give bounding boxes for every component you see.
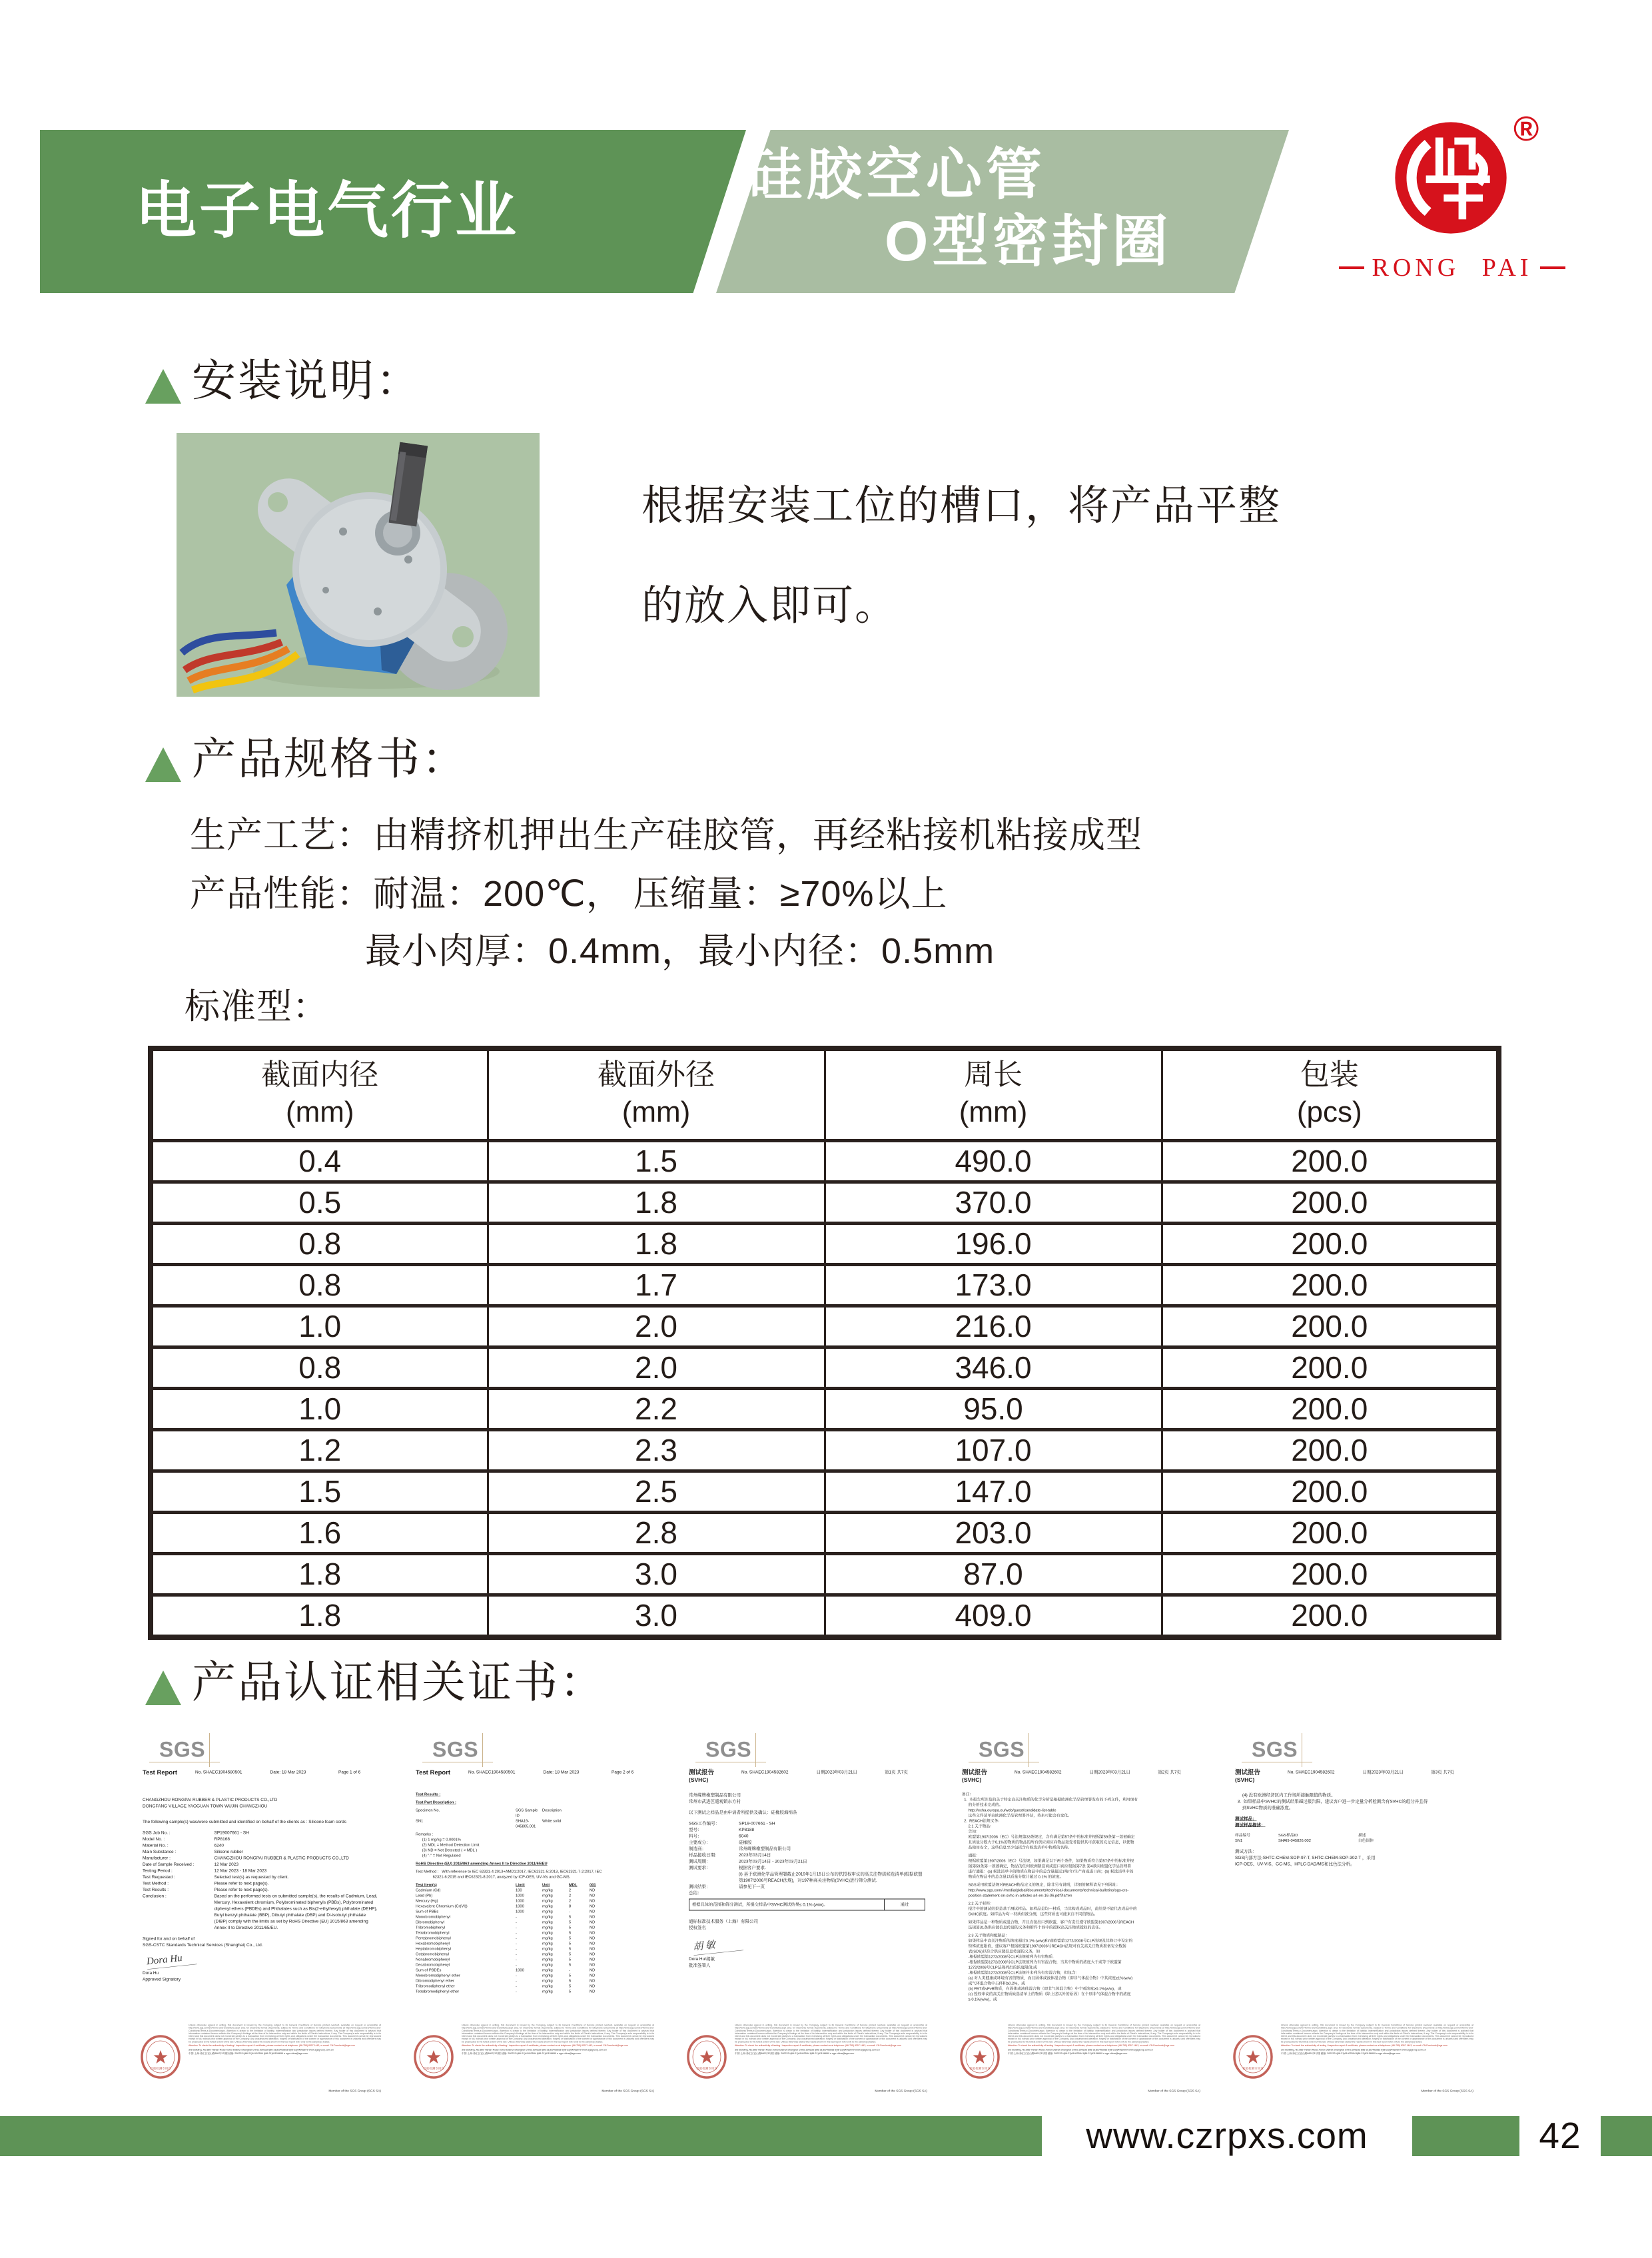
signature: 胡 敏 xyxy=(692,1934,743,1956)
report-page: Page 1 of 6 xyxy=(338,1769,361,1774)
rongpai-logo-icon xyxy=(1392,119,1510,237)
table-cell: 1.0 xyxy=(151,1389,488,1430)
table-cell: 196.0 xyxy=(825,1224,1162,1265)
product-photo xyxy=(177,433,540,697)
table-row xyxy=(151,1182,1499,1224)
report-body: (4) 没有欧洲经济区内工作场所接触限值的物质。 3. 如果样品中SVHC的测试结果超过报告限，建议客户进一步定量分析检测含有SVHC的组分并且得 到SVHC物质的准确浓度。 测试样品： 测试样品描述： 样品编号 SGS样品ID 描述 SN1 SHAI9-045826.002 白色固体 测试方法： SGS内部方法-SHTC-CHEM-SOP-97-T, SHTC-CHEM-SOP-302-T ，采用 ICP-OES、UV-VIS、GC-MS、HPLC-DAD/MS和比色法分析。 xyxy=(1235,1792,1428,1866)
sgs-member-line: Member of the SGS Group (SGS SA) xyxy=(1421,2089,1473,2093)
table-cell: 107.0 xyxy=(825,1430,1162,1471)
report-header xyxy=(416,1769,654,1776)
product-banner-line2: O型密封圈 xyxy=(885,210,1172,272)
table-cell: 370.0 xyxy=(825,1182,1162,1224)
table-cell: 0.5 xyxy=(151,1182,488,1224)
install-desc-line2: 的放入即可。 xyxy=(641,583,898,629)
table-cell: 1.8 xyxy=(488,1224,825,1265)
report-body: Test Results : Test Part Description : Specimen No. SGS Sample ID Description SN1 SHA19-045805.001 White solid Remarks : (1) 1 mg/kg = 0.0001% (2) MDL = Method Detection Limit (3) ND = Not Detected ( < MDL ) (4) "-" = Not Regulated RoHS Directive (EU) 2015/863 amending Annex II to Directive 2011/65/EU Test Method : With reference to IEC 62321-4:2013+AMD1:2017, IEC62321-5:2013, IEC62321-7-2:2017, IEC 62321-6:2015 and IEC62321-8:2017, analyzed by ICP-OES, UV-Vis and GC-MS. Test Item(s) Limit Unit MDL 001 Cadmium (Cd) 100 mg/kg 2 ND Lead (Pb) 1000 mg/kg 2 ND Mercury (Hg) 1000 mg/kg 2 ND Hexavalent Chromium (Cr(VI)) 1000 mg/kg 8 ND Sum of PBBs 1000 mg/kg - ND Monobromobiphenyl - mg/kg 5 ND Dibromobiphenyl - mg/kg 5 ND Tribromobiphenyl - mg/kg 5 ND Tetrabromobiphenyl - mg/kg 5 ND Pentabromobiphenyl - mg/kg 5 ND Hexabromobiphenyl - mg/kg 5 ND Heptabromobiphenyl - mg/kg 5 ND Octabromobiphenyl - mg/kg 5 ND Nonabromobiphenyl - mg/kg 5 ND Decabromobiphenyl - mg/kg 5 ND Sum of PBDEs 1000 mg/kg - ND Monobromodiphenyl ether - mg/kg 5 ND Dibromodiphenyl ether - mg/kg 5 ND Tribromodiphenyl ether - mg/kg 5 ND Tetrabromodiphenyl ether - mg/kg 5 ND xyxy=(416,1792,602,1994)
table-cell: 0.8 xyxy=(151,1265,488,1306)
certification-stamp-icon xyxy=(412,2034,455,2079)
table-cell: 200.0 xyxy=(1162,1224,1499,1265)
footer-bar-mid xyxy=(1412,2116,1519,2156)
report-title: 测试报告 (SVHC) xyxy=(1235,1769,1261,1783)
report-number: No. SHAEC1904582602 xyxy=(1015,1769,1062,1774)
table-cell: 3.0 xyxy=(488,1554,825,1595)
footer-page-number: 42 xyxy=(1539,2115,1581,2156)
table-cell: 200.0 xyxy=(1162,1471,1499,1513)
table-cell: 200.0 xyxy=(1162,1265,1499,1306)
table-cell: 1.0 xyxy=(151,1306,488,1347)
table-cell: 200.0 xyxy=(1162,1595,1499,1638)
table-header-cell: 截面外径 (mm) xyxy=(488,1048,825,1141)
certification-stamp-icon xyxy=(959,2034,1001,2079)
table-cell: 203.0 xyxy=(825,1513,1162,1554)
spec-process-line: 生产工艺：由精挤机押出生产硅胶管，再经粘接机粘接成型 xyxy=(190,815,1142,855)
certification-stamp-icon xyxy=(685,2034,728,2079)
table-row xyxy=(151,1347,1499,1389)
footer-bar-right xyxy=(1601,2116,1652,2156)
report-date: Date: 18 Mar 2023 xyxy=(543,1769,580,1774)
stepper-motor-image xyxy=(177,433,540,697)
table-cell: 1.5 xyxy=(151,1471,488,1513)
table-row xyxy=(151,1265,1499,1306)
table-header-cell: 周长 (mm) xyxy=(825,1048,1162,1141)
report-footer: 检验检测专用章 Unless otherwise agreed in writing, this document is issued by the Company subject to its General Conditions of Service printed overleaf, available on request or accessible at http://www.sgs.com/en/Terms-and-Conditions.aspx and, for electronic format documents, subject to Terms and Conditions for Electronic Documents at http://www.sgs.com/en/Terms-and-Conditions/Terms-e-Document.aspx. Attention is drawn to the limitation of liability, indemnification and jurisdiction issues defined therein. Any holder of this document is advised that information contained hereon reflects the Company's findings at the time of its intervention only and within the limits of Client's instructions, if any. The Company's sole responsibility is to its Client and this document does not exonerate parties to a transaction from exercising all their rights and obligations under the transaction documents. This document cannot be reproduced except in full, without prior written approval of the Company. Any unauthorized alteration, forgery or falsification of the content or appearance of this document is unlawful and offenders may be prosecuted to the fullest extent of the law. Unless otherwise stated the results shown in this test report refer only to the sample(s) tested. Attention: To check the authenticity of testing / inspection report & certificate, please contact us at telephone: (86-755) 8307 1443, or email: CN.Doccheck@sgs.com 3rd Building, No.889 Yishan Road Xuhui District Shanghai China 200233 t(86-21)61402553 f(86-21)64953679 www.sgsgroup.com.cn 中国·上海·徐汇区宜山路889号3号楼 邮编: 200233 t(86-21)61402594 f(86-21)61156899 e sgs.china@sgs.com Member of the SGS Group (SGS SA) xyxy=(1231,2024,1473,2093)
signature: Dora Hu xyxy=(146,1951,197,1970)
table-row xyxy=(151,1430,1499,1471)
registered-trademark-icon: ® xyxy=(1513,110,1539,149)
sgs-logo: SGS xyxy=(705,1737,751,1762)
spec-table xyxy=(148,1046,1501,1640)
table-header-row xyxy=(151,1048,1499,1141)
table-cell: 87.0 xyxy=(825,1554,1162,1595)
table-row xyxy=(151,1224,1499,1265)
table-cell: 1.8 xyxy=(151,1554,488,1595)
install-section-heading: 安装说明： xyxy=(192,356,422,405)
certificate-thumbnail xyxy=(676,1732,933,2095)
report-number: No. SHAEC1904582602 xyxy=(741,1769,789,1774)
table-row xyxy=(151,1554,1499,1595)
table-cell: 2.0 xyxy=(488,1306,825,1347)
table-cell: 1.2 xyxy=(151,1430,488,1471)
table-cell: 0.8 xyxy=(151,1224,488,1265)
sgs-logo: SGS xyxy=(1252,1737,1298,1762)
report-title: 测试报告 (SVHC) xyxy=(962,1769,988,1783)
sgs-logo: SGS xyxy=(432,1737,478,1762)
sgs-member-line: Member of the SGS Group (SGS SA) xyxy=(328,2089,381,2093)
table-cell: 2.3 xyxy=(488,1430,825,1471)
report-title: Test Report xyxy=(416,1769,451,1776)
footer-website: www.czrpxs.com xyxy=(1086,2115,1368,2156)
table-row xyxy=(151,1595,1499,1638)
certificate-thumbnail xyxy=(403,1732,659,2095)
svg-text:检验检测专用章: 检验检测专用章 xyxy=(696,2067,717,2070)
spec-section-heading: 产品规格书： xyxy=(192,734,468,783)
table-row xyxy=(151,1513,1499,1554)
table-cell: 200.0 xyxy=(1162,1306,1499,1347)
report-header xyxy=(689,1769,927,1784)
table-row xyxy=(151,1306,1499,1347)
report-footer: 检验检测专用章 Unless otherwise agreed in writing, this document is issued by the Company subject to its General Conditions of Service printed overleaf, available on request or accessible at http://www.sgs.com/en/Terms-and-Conditions.aspx and, for electronic format documents, subject to Terms and Conditions for Electronic Documents at http://www.sgs.com/en/Terms-and-Conditions/Terms-e-Document.aspx. Attention is drawn to the limitation of liability, indemnification and jurisdiction issues defined therein. Any holder of this document is advised that information contained hereon reflects the Company's findings at the time of its intervention only and within the limits of Client's instructions, if any. The Company's sole responsibility is to its Client and this document does not exonerate parties to a transaction from exercising all their rights and obligations under the transaction documents. This document cannot be reproduced except in full, without prior written approval of the Company. Any unauthorized alteration, forgery or falsification of the content or appearance of this document is unlawful and offenders may be prosecuted to the fullest extent of the law. Unless otherwise stated the results shown in this test report refer only to the sample(s) tested. Attention: To check the authenticity of testing / inspection report & certificate, please contact us at telephone: (86-755) 8307 1443, or email: CN.Doccheck@sgs.com 3rd Building, No.889 Yishan Road Xuhui District Shanghai China 200233 t(86-21)61402553 f(86-21)64953679 www.sgsgroup.com.cn 中国·上海·徐汇区宜山路889号3号楼 邮编: 200233 t(86-21)61402594 f(86-21)61156899 e sgs.china@sgs.com Member of the SGS Group (SGS SA) xyxy=(685,2024,927,2093)
report-title: Test Report xyxy=(143,1769,178,1776)
spec-standard-label: 标准型： xyxy=(185,987,328,1026)
report-body: 备注： 1. 本报告所涉及的关于特定高关注物质的化学分析是根据欧洲化学品管理署发布的下列文件，利用现有 的分析技术完成的。 http://echa.europa.eu/web/guest/candidate-list-table 这些文件清单由欧洲化学品管理署评估，将来可能会有变化。 2. REACH法规义务： 2.1 关于物品： 告知： 欧盟第1907/2006（EC）号法规第33条规定，含有满足第57条中的标准并根据第59条第一款被确定 且质量分数大于0.1%的物质的物品的所有供应商应向物品接受者提供其可获取的充足信息，以便物 品使用安全，这些信息至少包括含有候选清单中物质的名称。 通报： 根据欧盟第1907/2006（EC）号法规，如果满足以下两个条件，如果物质符合第57条中的标准并根 据第59条第一款被确定，物品的任何欧洲制造商或进口商应根据第7条 第4款向欧盟化学品管理署 进行通报：(a) 候选清单中的物质在物品中的总含量超过1吨/年/生产商或进口商；(b) 候选清单中的 物质在物品中的总含量以质量分数计超过 0.1% 的浓度。 SGS采用欧盟法规对REACH物品定义的规定，除非另有说明，详细的解释请见下列网址： http://www.sgs.com/-/media/global/documents/technical-documents/technical-bulletins/sgs-crs- position-statement-on-svhc-in-articles-a4-en-16-06.pdf?la=en 2.2 关于材料： 报告中的测试结果是基于测试样品。如样品是均一材质，当其构成成品时，此结果不能代表成品中的 SVHC浓度。如样品为均一材质但被分测，这些材质也可能来自不同的物品。 如果样品是一种物质或混合物，并且直接出口到欧盟，客户有责任遵守欧盟第1907/2006号REACH 法规第31条供应链信息传递的义务和附件十四中的授权高关注物质授权的责任。 2.3 关于物质和配制品： 如果样品中高关注物质的浓度超过0.1% (w/w)和/或欧盟第1272/2008号CLP法规及其修订中设定的 特殊浓度限值，建议客户根据欧盟第1907/2006号REACH法规对有关高关注物质准备安全数据 表(SDS)以符合供应链信息传递的义务，如 -根据欧盟第1272/2008号CLP法规被列为有害物质. -根据欧盟第1272/2008号CLP法规被列为有害混合物，当其中物质的浓度大于或等于欧盟第 1272/2008号CLP法规列出的浓度限值;或 -根据欧盟第1272/2008号CLP法规并未列为有害混合物，但包含: (a) 对人类健康或环境有害的物质，而且固体或液体混合物（即非气体混合物）中其浓度≥1%(w/w) 或气体混合物中占体积≥0.2%，或 (b) PBT或vPvB物质，在固体或液体混合物（即非气体混合物）中个别浓度≥0.1%(w/w)，或 (c) 授权审议的高关注物质候选清单上的物质（除上述以外的原因）在个别非气体混合物中的浓度 ≥ 0.1%(w/w)，或 xyxy=(962,1792,1138,2002)
sgs-member-line: Member of the SGS Group (SGS SA) xyxy=(1148,2089,1200,2093)
section-marker-triangle-icon xyxy=(145,369,181,404)
report-header xyxy=(962,1769,1200,1784)
sgs-logo: SGS xyxy=(159,1737,205,1762)
table-cell: 1.8 xyxy=(151,1595,488,1638)
section-marker-triangle-icon xyxy=(145,1671,181,1705)
report-number: No. SHAEC1904580501 xyxy=(195,1769,242,1774)
table-cell: 200.0 xyxy=(1162,1389,1499,1430)
table-cell: 2.8 xyxy=(488,1513,825,1554)
spec-min-dimensions-line: 最小肉厚：0.4mm，最小内径：0.5mm xyxy=(365,931,995,971)
cert-section-heading: 产品认证相关证书： xyxy=(192,1657,606,1706)
report-body: CHANGZHOU RONGPAI RUBBER & PLASTIC PRODUCTS CO.,LTD DONGFANG VILLAGE YAOGUAN TOWN WUJIN CHANGZHOU The following sample(s) was/were submitted and identified on behalf of the clients as : Silicone foam cords SGS Job No. : SP19007661 - SH Model No. : RP8168 Material No. : 6240 Main Substance : Silicone rubber Manufacturer : CHANGZHOU RONGPAI RUBBER & PLASTIC PRODUCTS CO.,LTD Date of Sample Received : 12 Mar 2023 Testing Period : 12 Mar 2023 - 18 Mar 2023 Test Requested : Selected test(s) as requested by client. Test Method : Please refer to next page(s). Test Results : Please refer to next page(s). Conclusion : Based on the performed tests on submitted sample(s), the results of Cadmium, Lead, Mercury, Hexavalent chromium, Polybrominated biphenyls (PBBs), Polybrominated diphenyl ethers (PBDEs) and Phthalates such as Bis(2-ethylhexyl) phthalate (DEHP), Butyl benzyl phthalate (BBP), Dibutyl phthalate (DBP) and Di-isobutyl phthalate (DIBP) comply with the limits as set by RoHS Directive (EU) 2015/863 amending Annex II to Directive 2011/65/EU. Signed for and on behalf of SGS-CSTC Standards Technical Services (Shanghai) Co., Ltd. Dora Hu Dora Hu Approved Signatory xyxy=(143,1797,378,1982)
report-number: No. SHAEC1904582602 xyxy=(1288,1769,1335,1774)
table-cell: 200.0 xyxy=(1162,1554,1499,1595)
table-cell: 1.5 xyxy=(488,1141,825,1182)
product-banner-line1: 硅胶空心管 xyxy=(746,143,1046,206)
report-title: 测试报告 (SVHC) xyxy=(689,1769,715,1783)
report-header xyxy=(1235,1769,1473,1784)
table-cell: 200.0 xyxy=(1162,1182,1499,1224)
brand-dash-left xyxy=(1339,266,1364,269)
footer-bar-left xyxy=(0,2116,1042,2156)
table-cell: 409.0 xyxy=(825,1595,1162,1638)
result-box: 根据具体的范围和筛分测试，所提交样品中SVHC测试结果≤ 0.1% (w/w)。 通过 xyxy=(689,1899,925,1911)
table-header-cell: 包装 (pcs) xyxy=(1162,1048,1499,1141)
certificate-thumbnail xyxy=(1222,1732,1479,2095)
sgs-logo: SGS xyxy=(979,1737,1025,1762)
table-row xyxy=(151,1471,1499,1513)
report-page: Page 2 of 6 xyxy=(612,1769,634,1774)
table-cell: 2.0 xyxy=(488,1347,825,1389)
report-date: 日期2023年03月21日 xyxy=(1089,1769,1130,1774)
svg-text:检验检测专用章: 检验检测专用章 xyxy=(150,2067,171,2070)
table-row xyxy=(151,1389,1499,1430)
table-cell: 3.0 xyxy=(488,1595,825,1638)
svg-text:检验检测专用章: 检验检测专用章 xyxy=(423,2067,444,2070)
table-cell: 1.7 xyxy=(488,1265,825,1306)
table-cell: 200.0 xyxy=(1162,1141,1499,1182)
table-cell: 2.2 xyxy=(488,1389,825,1430)
report-body: 常州嵘牌橡塑制品有限公司 常州市武进区遥观镇东方村 以下测试之样品是由申请者所提供及确认：硅橡胶海绵条 SGS工作编号： SP19-007661 - SH 型号： KP8188 料号： 6040 主要成分： 硅橡胶 制造商： 常州嵘牌橡塑制品有限公司 样品接收日期： 2023年03月14日 测试周期： 2023年03月14日 - 2023年03月21日 测试要求： 根据客户要求. (i) 基于欧洲化学品管理署截止2019年1月15日公布的供授权审议的高关注物质候选清单(根据欧盟第1907/2006号REACH法规)，对197种高关注物质(SVHC)进行筛分测试. 测试结果： 请参见下一页 总结： 根据具体的范围和筛分测试，所提交样品中SVHC测试结果≤ 0.1% (w/w)。 通过 通标标准技术服务（上海）有限公司 授权签名 胡 敏 Dora Hu/胡敏 批准签署人 xyxy=(689,1792,925,1968)
table-cell: 200.0 xyxy=(1162,1347,1499,1389)
report-footer: 检验检测专用章 Unless otherwise agreed in writing, this document is issued by the Company subject to its General Conditions of Service printed overleaf, available on request or accessible at http://www.sgs.com/en/Terms-and-Conditions.aspx and, for electronic format documents, subject to Terms and Conditions for Electronic Documents at http://www.sgs.com/en/Terms-and-Conditions/Terms-e-Document.aspx. Attention is drawn to the limitation of liability, indemnification and jurisdiction issues defined therein. Any holder of this document is advised that information contained hereon reflects the Company's findings at the time of its intervention only and within the limits of Client's instructions, if any. The Company's sole responsibility is to its Client and this document does not exonerate parties to a transaction from exercising all their rights and obligations under the transaction documents. This document cannot be reproduced except in full, without prior written approval of the Company. Any unauthorized alteration, forgery or falsification of the content or appearance of this document is unlawful and offenders may be prosecuted to the fullest extent of the law. Unless otherwise stated the results shown in this test report refer only to the sample(s) tested. Attention: To check the authenticity of testing / inspection report & certificate, please contact us at telephone: (86-755) 8307 1443, or email: CN.Doccheck@sgs.com 3rd Building, No.889 Yishan Road Xuhui District Shanghai China 200233 t(86-21)61402553 f(86-21)64953679 www.sgsgroup.com.cn 中国·上海·徐汇区宜山路889号3号楼 邮编: 200233 t(86-21)61402594 f(86-21)61156899 e sgs.china@sgs.com Member of the SGS Group (SGS SA) xyxy=(958,2024,1200,2093)
section-marker-triangle-icon xyxy=(145,747,181,782)
table-cell: 200.0 xyxy=(1162,1513,1499,1554)
certificate-thumbnail xyxy=(949,1732,1206,2095)
table-cell: 1.6 xyxy=(151,1513,488,1554)
table-cell: 1.8 xyxy=(488,1182,825,1224)
table-cell: 2.5 xyxy=(488,1471,825,1513)
sgs-member-line: Member of the SGS Group (SGS SA) xyxy=(602,2089,654,2093)
table-row xyxy=(151,1141,1499,1182)
table-cell: 0.4 xyxy=(151,1141,488,1182)
report-footer: 检验检测专用章 Unless otherwise agreed in writing, this document is issued by the Company subject to its General Conditions of Service printed overleaf, available on request or accessible at http://www.sgs.com/en/Terms-and-Conditions.aspx and, for electronic format documents, subject to Terms and Conditions for Electronic Documents at http://www.sgs.com/en/Terms-and-Conditions/Terms-e-Document.aspx. Attention is drawn to the limitation of liability, indemnification and jurisdiction issues defined therein. Any holder of this document is advised that information contained hereon reflects the Company's findings at the time of its intervention only and within the limits of Client's instructions, if any. The Company's sole responsibility is to its Client and this document does not exonerate parties to a transaction from exercising all their rights and obligations under the transaction documents. This document cannot be reproduced except in full, without prior written approval of the Company. Any unauthorized alteration, forgery or falsification of the content or appearance of this document is unlawful and offenders may be prosecuted to the fullest extent of the law. Unless otherwise stated the results shown in this test report refer only to the sample(s) tested. Attention: To check the authenticity of testing / inspection report & certificate, please contact us at telephone: (86-755) 8307 1443, or email: CN.Doccheck@sgs.com 3rd Building, No.889 Yishan Road Xuhui District Shanghai China 200233 t(86-21)61402553 f(86-21)64953679 www.sgsgroup.com.cn 中国·上海·徐汇区宜山路889号3号楼 邮编: 200233 t(86-21)61402594 f(86-21)61156899 e sgs.china@sgs.com Member of the SGS Group (SGS SA) xyxy=(412,2024,654,2093)
sgs-member-line: Member of the SGS Group (SGS SA) xyxy=(875,2089,927,2093)
certification-stamp-icon xyxy=(139,2034,182,2079)
report-date: 日期2023年03月21日 xyxy=(1362,1769,1404,1774)
report-page: 第3页 共7页 xyxy=(1431,1769,1455,1774)
table-cell: 490.0 xyxy=(825,1141,1162,1182)
report-date: 日期2023年03月21日 xyxy=(816,1769,857,1774)
table-cell: 216.0 xyxy=(825,1306,1162,1347)
table-cell: 346.0 xyxy=(825,1347,1162,1389)
report-page: 第2页 共7页 xyxy=(1158,1769,1182,1774)
brand-name: RONG PAI xyxy=(1372,254,1533,282)
report-page: 第1页 共7页 xyxy=(885,1769,909,1774)
industry-banner-title: 电子电气行业 xyxy=(135,177,520,245)
report-footer: 检验检测专用章 Unless otherwise agreed in writing, this document is issued by the Company subject to its General Conditions of Service printed overleaf, available on request or accessible at http://www.sgs.com/en/Terms-and-Conditions.aspx and, for electronic format documents, subject to Terms and Conditions for Electronic Documents at http://www.sgs.com/en/Terms-and-Conditions/Terms-e-Document.aspx. Attention is drawn to the limitation of liability, indemnification and jurisdiction issues defined therein. Any holder of this document is advised that information contained hereon reflects the Company's findings at the time of its intervention only and within the limits of Client's instructions, if any. The Company's sole responsibility is to its Client and this document does not exonerate parties to a transaction from exercising all their rights and obligations under the transaction documents. This document cannot be reproduced except in full, without prior written approval of the Company. Any unauthorized alteration, forgery or falsification of the content or appearance of this document is unlawful and offenders may be prosecuted to the fullest extent of the law. Unless otherwise stated the results shown in this test report refer only to the sample(s) tested. Attention: To check the authenticity of testing / inspection report & certificate, please contact us at telephone: (86-755) 8307 1443, or email: CN.Doccheck@sgs.com 3rd Building, No.889 Yishan Road Xuhui District Shanghai China 200233 t(86-21)61402553 f(86-21)64953679 www.sgsgroup.com.cn 中国·上海·徐汇区宜山路889号3号楼 邮编: 200233 t(86-21)61402594 f(86-21)61156899 e sgs.china@sgs.com Member of the SGS Group (SGS SA) xyxy=(139,2024,381,2093)
table-cell: 0.8 xyxy=(151,1347,488,1389)
certificate-thumbnail xyxy=(130,1732,386,2095)
svg-text:检验检测专用章: 检验检测专用章 xyxy=(1242,2067,1264,2070)
table-cell: 200.0 xyxy=(1162,1430,1499,1471)
report-date: Date: 18 Mar 2023 xyxy=(270,1769,306,1774)
logo-brand-row xyxy=(1339,253,1565,282)
svg-text:检验检测专用章: 检验检测专用章 xyxy=(969,2067,991,2070)
report-number: No. SHAEC1904580501 xyxy=(468,1769,516,1774)
certification-stamp-icon xyxy=(1232,2034,1274,2079)
brand-dash-right xyxy=(1540,266,1565,269)
install-desc-line1: 根据安装工位的槽口，将产品平整 xyxy=(641,483,1282,529)
table-cell: 173.0 xyxy=(825,1265,1162,1306)
table-cell: 147.0 xyxy=(825,1471,1162,1513)
table-header-cell: 截面内径 (mm) xyxy=(151,1048,488,1141)
report-header xyxy=(143,1769,381,1776)
table-cell: 95.0 xyxy=(825,1389,1162,1430)
spec-performance-line: 产品性能：耐温：200℃， 压缩量：≥70%以上 xyxy=(190,874,948,914)
